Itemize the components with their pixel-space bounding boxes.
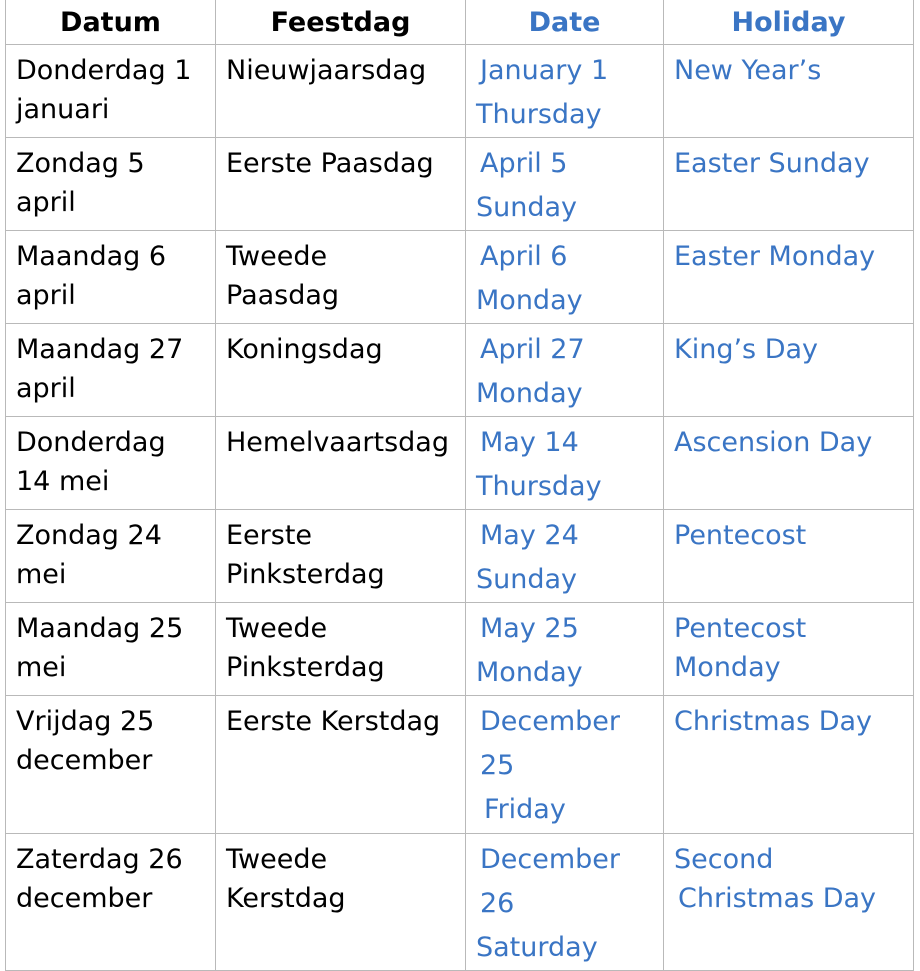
holiday-line: Pentecost xyxy=(674,520,807,551)
date-cell xyxy=(466,324,664,417)
holiday-cell xyxy=(664,510,914,603)
date-line: May 14 xyxy=(480,427,579,458)
datum-cell xyxy=(6,510,216,603)
datum-line: Zondag 24 xyxy=(16,520,162,551)
feestdag-line: Kerstdag xyxy=(226,883,346,914)
feestdag-line: Tweede xyxy=(226,844,328,875)
date-line: May 25 xyxy=(480,613,579,644)
header-date: Date xyxy=(466,0,664,45)
header-feestdag: Feestdag xyxy=(216,0,466,45)
date-cell xyxy=(466,510,664,603)
holiday-line: King’s Day xyxy=(674,334,819,365)
datum-line: Maandag 27 xyxy=(16,334,184,365)
feestdag-line: Nieuwjaarsdag xyxy=(226,55,427,86)
date-line: Sunday xyxy=(476,192,578,223)
date-line: Sunday xyxy=(476,564,578,595)
feestdag-line: Eerste xyxy=(226,520,313,551)
table-row xyxy=(6,510,914,603)
feestdag-line: Tweede xyxy=(226,241,328,272)
datum-line: mei xyxy=(16,652,67,683)
datum-cell xyxy=(6,45,216,138)
datum-line: januari xyxy=(16,94,110,125)
date-line: Thursday xyxy=(476,99,602,130)
date-line: January 1 xyxy=(480,55,609,86)
feestdag-cell xyxy=(216,324,466,417)
date-line: April 6 xyxy=(480,241,568,272)
holiday-line: Easter Sunday xyxy=(674,148,870,179)
datum-line: Maandag 6 xyxy=(16,241,167,272)
feestdag-cell xyxy=(216,417,466,510)
holiday-cell xyxy=(664,834,914,971)
datum-line: december xyxy=(16,745,153,776)
table-row xyxy=(6,696,914,834)
date-cell xyxy=(466,138,664,231)
feestdag-line: Pinksterdag xyxy=(226,652,385,683)
table-row xyxy=(6,603,914,696)
date-line: April 27 xyxy=(480,334,585,365)
feestdag-cell xyxy=(216,510,466,603)
feestdag-line: Koningsdag xyxy=(226,334,383,365)
holiday-line: Ascension Day xyxy=(674,427,873,458)
datum-line: april xyxy=(16,187,76,218)
datum-cell xyxy=(6,834,216,971)
feestdag-cell xyxy=(216,138,466,231)
holiday-cell xyxy=(664,603,914,696)
datum-line: Vrijdag 25 xyxy=(16,706,155,737)
table-row xyxy=(6,45,914,138)
date-line: December xyxy=(480,706,621,737)
holiday-cell xyxy=(664,324,914,417)
header-holiday: Holiday xyxy=(664,0,914,45)
holiday-line: Christmas Day xyxy=(678,883,877,914)
datum-line: Donderdag xyxy=(16,427,166,458)
date-line: Monday xyxy=(476,285,583,316)
table-row xyxy=(6,138,914,231)
feestdag-cell xyxy=(216,231,466,324)
datum-line: Donderdag 1 xyxy=(16,55,192,86)
table-row xyxy=(6,417,914,510)
datum-line: Zondag 5 xyxy=(16,148,145,179)
date-line: December xyxy=(480,844,621,875)
feestdag-cell xyxy=(216,834,466,971)
holiday-cell xyxy=(664,417,914,510)
feestdag-line: Eerste Paasdag xyxy=(226,148,434,179)
datum-cell xyxy=(6,138,216,231)
feestdag-line: Tweede xyxy=(226,613,328,644)
feestdag-line: Hemelvaartsdag xyxy=(226,427,449,458)
datum-line: 14 mei xyxy=(16,466,110,497)
date-cell xyxy=(466,45,664,138)
holiday-cell xyxy=(664,138,914,231)
datum-line: april xyxy=(16,280,76,311)
holiday-cell xyxy=(664,231,914,324)
holiday-line: New Year’s xyxy=(674,55,822,86)
holiday-line: Second xyxy=(674,844,774,875)
datum-line: april xyxy=(16,373,76,404)
feestdag-cell xyxy=(216,696,466,834)
date-cell xyxy=(466,603,664,696)
date-line: Saturday xyxy=(476,932,598,963)
holiday-cell xyxy=(664,45,914,138)
date-line: Monday xyxy=(476,378,583,409)
date-line: Friday xyxy=(484,794,566,825)
date-line: 26 xyxy=(480,888,515,919)
holiday-cell xyxy=(664,696,914,834)
date-line: Thursday xyxy=(476,471,602,502)
datum-line: mei xyxy=(16,559,67,590)
table-row xyxy=(6,324,914,417)
table-row xyxy=(6,231,914,324)
date-line: May 24 xyxy=(480,520,579,551)
header-datum: Datum xyxy=(6,0,216,45)
datum-cell xyxy=(6,696,216,834)
date-cell xyxy=(466,231,664,324)
date-line: Monday xyxy=(476,657,583,688)
datum-cell xyxy=(6,603,216,696)
holiday-line: Christmas Day xyxy=(674,706,873,737)
feestdag-line: Eerste Kerstdag xyxy=(226,706,441,737)
datum-line: Zaterdag 26 xyxy=(16,844,183,875)
datum-cell xyxy=(6,324,216,417)
date-cell xyxy=(466,417,664,510)
holiday-table xyxy=(5,0,914,971)
datum-cell xyxy=(6,231,216,324)
feestdag-cell xyxy=(216,603,466,696)
date-cell xyxy=(466,834,664,971)
feestdag-cell xyxy=(216,45,466,138)
holiday-line: Easter Monday xyxy=(674,241,876,272)
table-row xyxy=(6,834,914,971)
date-line: April 5 xyxy=(480,148,568,179)
datum-line: december xyxy=(16,883,153,914)
holiday-line: Monday xyxy=(674,652,781,683)
datum-cell xyxy=(6,417,216,510)
date-line: 25 xyxy=(480,750,515,781)
holiday-line: Pentecost xyxy=(674,613,807,644)
datum-line: Maandag 25 xyxy=(16,613,184,644)
feestdag-line: Paasdag xyxy=(226,280,340,311)
date-cell xyxy=(466,696,664,834)
feestdag-line: Pinksterdag xyxy=(226,559,385,590)
header-row xyxy=(6,0,914,45)
